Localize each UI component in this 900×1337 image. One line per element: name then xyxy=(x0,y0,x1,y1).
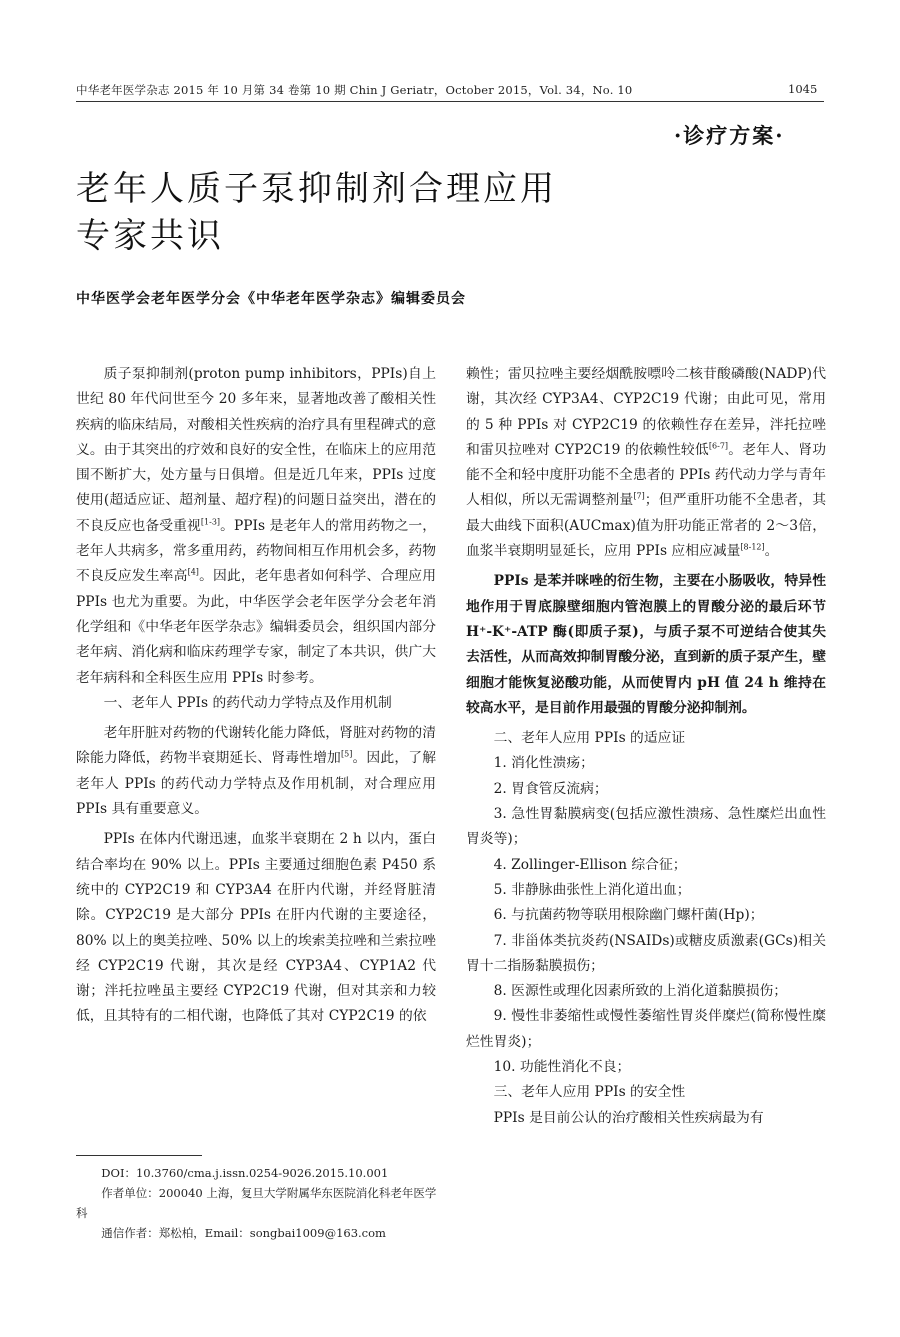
citation: [5] xyxy=(340,749,353,759)
section-heading-1: 一、老年人 PPIs 的药代动力学特点及作用机制 xyxy=(103,694,392,711)
header-rule xyxy=(76,101,824,102)
section-heading-2: 二、老年人应用 PPIs 的适应证 xyxy=(493,730,686,747)
paragraph: PPIs 是目前公认的治疗酸相关性疾病最为有 xyxy=(493,1109,764,1126)
corresponding-author-note: 通信作者：郑松柏，Email：songbai1009@163.com xyxy=(101,1226,386,1240)
doi-note: DOI：10.3760/cma.j.issn.0254-9026.2015.10.001 xyxy=(101,1166,389,1180)
paragraph: 老年肝脏对药物的代谢转化能力降低，肾脏对药物的清除能力降低，药物半衰期延长、肾毒性增加[5]。因此，了解老年人 PPIs 的药代动力学特点及作用机制，对合理应用 PPIs 具有重要意义。 xyxy=(76,725,437,818)
indication-item: 10. 功能性消化不良； xyxy=(493,1059,631,1076)
indication-item: 3. 急性胃黏膜病变(包括应激性溃疡、急性糜烂出血性胃炎等)； xyxy=(466,806,826,848)
article-title xyxy=(76,166,636,260)
left-column xyxy=(76,362,436,1030)
paragraph: 赖性；雷贝拉唑主要经烟酰胺嘌呤二核苷酸磷酸(NADP)代谢，其次经 CYP3A4、CYP2C19 代谢；由此可见，常用的 5 种 PPIs 对 CYP2C19 的依赖性存在差异，泮托拉唑和雷贝拉唑对 CYP2C19 的依赖性较低[6-7]。老年人、肾功能不全和轻中度肝功能不全患者的 PPIs 药代动力学与青年人相似，所以无需调整剂量[7]；但严重肝功能不全患者，其最大曲线下面积(AUCmax)值为肝功能正常者的 2～3倍，血浆半衰期明显延长，应用 PPIs 应相应减量[8-12]。 xyxy=(466,366,827,560)
title-line-2: 专家共识 xyxy=(76,216,224,256)
indication-item: 2. 胃食管反流病； xyxy=(493,780,608,797)
indication-item: 4. Zollinger-Ellison 综合征； xyxy=(493,856,687,873)
author-line: 中华医学会老年医学分会《中华老年医学杂志》编辑委员会 xyxy=(76,291,466,307)
citation: [8-12] xyxy=(740,542,765,552)
indication-item: 1. 消化性溃疡； xyxy=(493,755,594,772)
running-head: 中华老年医学杂志 2015 年 10 月第 34 卷第 10 期 Chin J Geriatr，October 2015，Vol. 34，No. 10 xyxy=(76,83,633,97)
indication-item: 6. 与抗菌药物等联用根除幽门螺杆菌(Hp)； xyxy=(493,907,764,924)
intro-paragraph: 质子泵抑制剂(proton pump inhibitors，PPIs)自上世纪 80 年代问世至今 20 多年来，显著地改善了酸相关性疾病的临床结局，对酸相关性疾病的治疗具有里程碑式的意义。由于其突出的疗效和良好的安全性，在临床上的应用范围不断扩大，处方量与日俱增。但是近几年来，PPIs 过度使用(超适应证、超剂量、超疗程)的问题日益突出，潜在的不良反应也备受重视[1-3]。PPIs 是老年人的常用药物之一，老年人共病多，常多重用药，药物间相互作用机会多，药物不良反应发生率高[4]。因此，老年患者如何科学、合理应用 PPIs 也尤为重要。为此，中华医学会老年医学分会老年消化学组和《中华老年医学杂志》编辑委员会，组织国内部分老年病、消化病和临床药理学专家，制定了本共识，供广大老年病科和全科医生应用 PPIs 时参考。 xyxy=(76,366,437,686)
indication-item: 9. 慢性非萎缩性或慢性萎缩性胃炎伴糜烂(简称慢性糜烂性胃炎)； xyxy=(466,1008,826,1050)
footnote-rule xyxy=(76,1155,202,1156)
citation: [4] xyxy=(187,567,199,577)
citation: [6-7] xyxy=(708,441,729,451)
paragraph: PPIs 是苯并咪唑的衍生物，主要在小肠吸收，特异性地作用于胃底腺壁细胞内管泡膜上的胃酸分泌的最后环节 H⁺-K⁺-ATP 酶(即质子泵)，与质子泵不可逆结合使其失去活性，从而高效抑制胃酸分泌，直到新的质子泵产生，壁细胞才能恢复泌酸功能，从而使胃内 pH 值 24 h 维持在较高水平，是目前作用最强的胃酸分泌抑制剂。 xyxy=(466,573,826,716)
citation: [7] xyxy=(633,491,645,501)
right-column xyxy=(466,362,826,1131)
citation: [1-3] xyxy=(200,517,221,527)
section-heading-3: 三、老年人应用 PPIs 的安全性 xyxy=(493,1084,686,1101)
footnotes xyxy=(76,1163,444,1243)
page-number: 1045 xyxy=(788,82,818,96)
indication-item: 8. 医源性或理化因素所致的上消化道黏膜损伤； xyxy=(493,983,788,1000)
title-line-1: 老年人质子泵抑制剂合理应用 xyxy=(76,169,557,209)
section-tag: ·诊疗方案· xyxy=(674,123,785,148)
indication-item: 7. 非甾体类抗炎药(NSAIDs)或糖皮质激素(GCs)相关胃十二指肠黏膜损伤； xyxy=(466,932,826,974)
indication-item: 5. 非静脉曲张性上消化道出血； xyxy=(493,881,691,898)
affiliation-note: 作者单位：200040 上海，复旦大学附属华东医院消化科老年医学科 xyxy=(76,1186,437,1220)
paragraph: PPIs 在体内代谢迅速，血浆半衰期在 2 h 以内，蛋白结合率均在 90% 以上。PPIs 主要通过细胞色素 P450 系统中的 CYP2C19 和 CYP3A4 在肝内代谢，并经肾脏清除。CYP2C19 是大部分 PPIs 在肝内代谢的主要途径，80% 以上的奥美拉唑、50% 以上的埃索美拉唑和兰索拉唑经 CYP2C19 代谢，其次是经 CYP3A4、CYP1A2 代谢；泮托拉唑虽主要经 CYP2C19 代谢，但对其亲和力较低，且其特有的二相代谢，也降低了其对 CYP2C19 的依 xyxy=(76,831,436,1025)
